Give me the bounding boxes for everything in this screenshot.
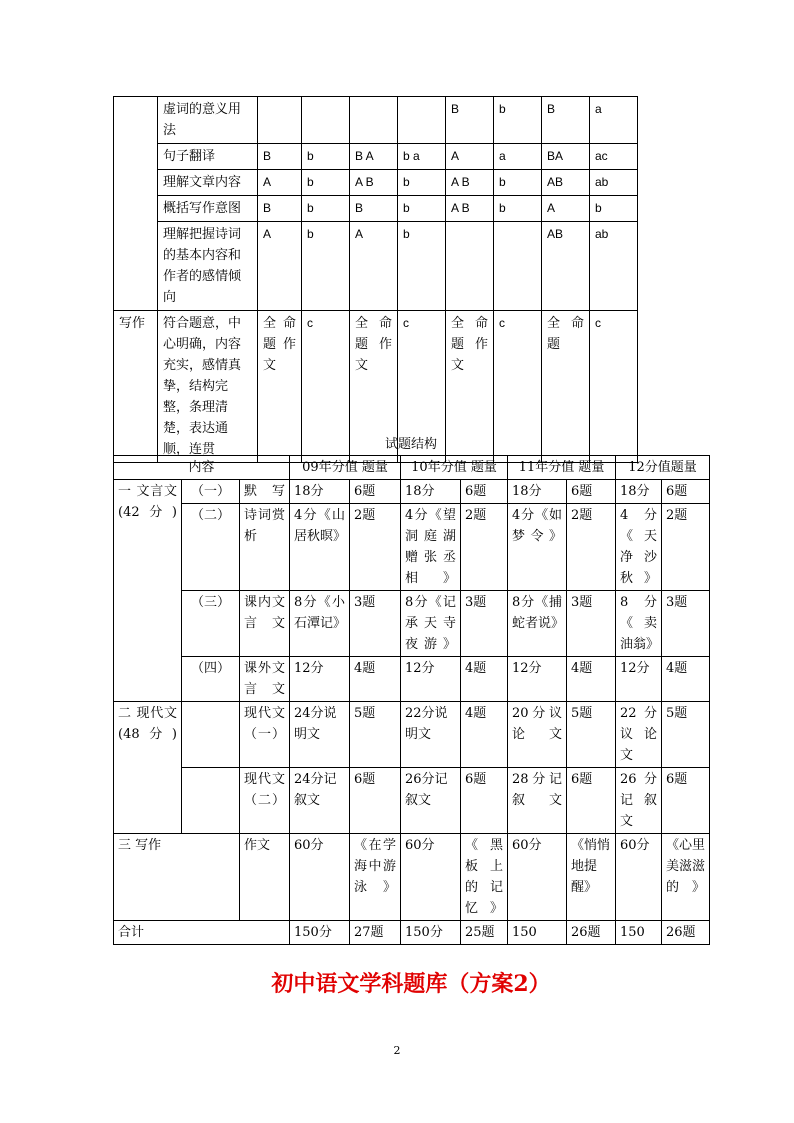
score-cell: 150 xyxy=(616,921,662,945)
score-cell: 60分 xyxy=(616,834,662,921)
count-cell: 4题 xyxy=(461,702,508,768)
grade-cell: 全命题作文 xyxy=(258,311,302,463)
count-cell: 5题 xyxy=(662,702,710,768)
table-row xyxy=(114,768,710,834)
grade-cell: A B xyxy=(446,170,494,196)
grade-cell: ab xyxy=(590,222,638,311)
score-cell: 18分 xyxy=(401,480,461,504)
grade-cell: c xyxy=(398,311,446,463)
header-content: 内容 xyxy=(114,456,290,480)
item-cell: 现代文（二） xyxy=(240,768,290,834)
header-2011: 11年分值 题量 xyxy=(508,456,616,480)
table-row xyxy=(114,504,710,591)
score-cell: 18分 xyxy=(290,480,350,504)
score-cell: 28分记叙文 xyxy=(508,768,567,834)
item-cell: 理解把握诗词的基本内容和作者的感情倾向 xyxy=(158,222,258,311)
total-row xyxy=(114,921,710,945)
section-modern: 二 现代文(48分) xyxy=(114,702,182,834)
grade-cell: B xyxy=(258,144,302,170)
grade-cell: A xyxy=(446,144,494,170)
essay-title-cell: 《黑板上的记忆》 xyxy=(461,834,508,921)
table-caption: 试题结构 xyxy=(384,437,437,452)
grade-cell: 全命题 xyxy=(542,311,590,463)
grade-cell: B xyxy=(350,196,398,222)
section-classical: 一 文言文(42分) xyxy=(114,480,182,702)
count-cell: 4题 xyxy=(567,657,616,702)
grade-cell: b xyxy=(302,222,350,311)
grade-cell: B xyxy=(258,196,302,222)
count-cell: 25题 xyxy=(461,921,508,945)
count-cell: 6题 xyxy=(461,480,508,504)
count-cell: 6题 xyxy=(662,768,710,834)
item-cell: 句子翻译 xyxy=(158,144,258,170)
grade-cell: A xyxy=(258,222,302,311)
table-row xyxy=(114,170,638,196)
header-2012: 12分值题量 xyxy=(616,456,710,480)
table-row xyxy=(114,222,638,311)
section-cell: 写作 xyxy=(114,311,158,463)
count-cell: 5题 xyxy=(350,702,401,768)
item-cell: 作文 xyxy=(240,834,290,921)
score-cell: 150分 xyxy=(290,921,350,945)
count-cell: 3题 xyxy=(567,591,616,657)
sub-cell: （二） xyxy=(182,504,240,591)
score-cell: 18分 xyxy=(508,480,567,504)
grade-cell: A xyxy=(542,196,590,222)
count-cell: 2题 xyxy=(350,504,401,591)
count-cell: 6题 xyxy=(461,768,508,834)
grade-cell xyxy=(494,222,542,311)
count-cell: 3题 xyxy=(662,591,710,657)
grade-cell: b xyxy=(494,97,542,144)
grade-cell xyxy=(398,97,446,144)
header-row xyxy=(114,456,710,480)
score-cell: 8分《记承天寺夜游》 xyxy=(401,591,461,657)
count-cell: 6题 xyxy=(350,768,401,834)
grade-cell xyxy=(258,97,302,144)
question-bank-banner: 初中语文学科题库（方案2） xyxy=(271,971,551,997)
grade-cell: b xyxy=(398,196,446,222)
score-cell: 8分《小石潭记》 xyxy=(290,591,350,657)
grade-cell: b xyxy=(302,196,350,222)
count-cell: 6题 xyxy=(662,480,710,504)
table-row xyxy=(114,591,710,657)
sub-cell xyxy=(182,768,240,834)
count-cell: 6题 xyxy=(350,480,401,504)
count-cell: 6题 xyxy=(567,768,616,834)
count-cell: 4题 xyxy=(662,657,710,702)
essay-title-cell: 《悄悄地提醒》 xyxy=(567,834,616,921)
score-cell: 18分 xyxy=(616,480,662,504)
essay-title-cell: 《在学海中游泳》 xyxy=(350,834,401,921)
table-row xyxy=(114,657,710,702)
scoring-table xyxy=(113,96,638,463)
sub-cell: （三） xyxy=(182,591,240,657)
sub-cell: （一） xyxy=(182,480,240,504)
table-row xyxy=(114,196,638,222)
page-number: 2 xyxy=(393,1044,401,1057)
score-cell: 12分 xyxy=(616,657,662,702)
essay-title-cell: 《心里美滋滋的》 xyxy=(662,834,710,921)
total-label: 合计 xyxy=(114,921,290,945)
item-cell: 虚词的意义用法 xyxy=(158,97,258,144)
grade-cell: b a xyxy=(398,144,446,170)
grade-cell: 全命题作文 xyxy=(350,311,398,463)
score-cell: 4分《如梦令》 xyxy=(508,504,567,591)
score-cell: 24分记叙文 xyxy=(290,768,350,834)
score-cell: 12分 xyxy=(401,657,461,702)
count-cell: 2题 xyxy=(567,504,616,591)
item-cell: 现代文（一） xyxy=(240,702,290,768)
grade-cell: AB xyxy=(542,170,590,196)
score-cell: 22分议论文 xyxy=(616,702,662,768)
grade-cell xyxy=(446,222,494,311)
sub-cell: （四） xyxy=(182,657,240,702)
table-row xyxy=(114,144,638,170)
grade-cell: B xyxy=(446,97,494,144)
grade-cell: AB xyxy=(542,222,590,311)
header-2010: 10年分值 题量 xyxy=(401,456,508,480)
grade-cell: b xyxy=(302,144,350,170)
count-cell: 6题 xyxy=(567,480,616,504)
item-cell: 理解文章内容 xyxy=(158,170,258,196)
count-cell: 27题 xyxy=(350,921,401,945)
score-cell: 60分 xyxy=(290,834,350,921)
item-cell: 课外文言文 xyxy=(240,657,290,702)
score-cell: 26分记叙文 xyxy=(616,768,662,834)
grade-cell: c xyxy=(494,311,542,463)
score-cell: 4分《天净沙秋》 xyxy=(616,504,662,591)
table-row xyxy=(114,480,710,504)
score-cell: 150 xyxy=(508,921,567,945)
table-row xyxy=(114,834,710,921)
grade-cell xyxy=(302,97,350,144)
grade-cell: a xyxy=(590,97,638,144)
grade-cell xyxy=(350,97,398,144)
score-cell: 12分 xyxy=(508,657,567,702)
table-row xyxy=(114,702,710,768)
grade-cell: c xyxy=(590,311,638,463)
exam-structure-table xyxy=(113,455,710,945)
count-cell: 3题 xyxy=(461,591,508,657)
count-cell: 26题 xyxy=(662,921,710,945)
grade-cell: b xyxy=(494,170,542,196)
item-cell: 课内文言文 xyxy=(240,591,290,657)
grade-cell: b xyxy=(590,196,638,222)
score-cell: 8分《捕蛇者说》 xyxy=(508,591,567,657)
grade-cell: b xyxy=(398,222,446,311)
grade-cell: b xyxy=(302,170,350,196)
section-cell xyxy=(114,97,158,311)
score-cell: 4分《山居秋暝》 xyxy=(290,504,350,591)
grade-cell: B A xyxy=(350,144,398,170)
grade-cell: ab xyxy=(590,170,638,196)
grade-cell: b xyxy=(398,170,446,196)
count-cell: 4题 xyxy=(461,657,508,702)
count-cell: 3题 xyxy=(350,591,401,657)
grade-cell: A B xyxy=(446,196,494,222)
score-cell: 26分记叙文 xyxy=(401,768,461,834)
grade-cell: A xyxy=(350,222,398,311)
section-writing: 三 写作 xyxy=(114,834,240,921)
grade-cell: A xyxy=(258,170,302,196)
count-cell: 26题 xyxy=(567,921,616,945)
score-cell: 60分 xyxy=(401,834,461,921)
grade-cell: a xyxy=(494,144,542,170)
score-cell: 20分议论文 xyxy=(508,702,567,768)
item-cell: 诗词赏析 xyxy=(240,504,290,591)
item-cell: 默写 xyxy=(240,480,290,504)
grade-cell: B xyxy=(542,97,590,144)
sub-cell xyxy=(182,702,240,768)
score-cell: 4分《望洞庭湖赠张丞相》 xyxy=(401,504,461,591)
table-row xyxy=(114,97,638,144)
score-cell: 12分 xyxy=(290,657,350,702)
grade-cell: ac xyxy=(590,144,638,170)
grade-cell: b xyxy=(494,196,542,222)
score-cell: 60分 xyxy=(508,834,567,921)
score-cell: 8分《卖油翁》 xyxy=(616,591,662,657)
grade-cell: 全命题作文 xyxy=(446,311,494,463)
score-cell: 22分说明文 xyxy=(401,702,461,768)
count-cell: 2题 xyxy=(461,504,508,591)
count-cell: 5题 xyxy=(567,702,616,768)
item-cell: 概括写作意图 xyxy=(158,196,258,222)
grade-cell: BA xyxy=(542,144,590,170)
score-cell: 150分 xyxy=(401,921,461,945)
score-cell: 24分说明文 xyxy=(290,702,350,768)
item-cell: 符合题意，中心明确，内容充实，感情真挚，结构完整，条理清楚，表达通顺，连贯 xyxy=(158,311,258,463)
grade-cell: A B xyxy=(350,170,398,196)
header-2009: 09年分值 题量 xyxy=(290,456,401,480)
grade-cell: c xyxy=(302,311,350,463)
count-cell: 2题 xyxy=(662,504,710,591)
count-cell: 4题 xyxy=(350,657,401,702)
